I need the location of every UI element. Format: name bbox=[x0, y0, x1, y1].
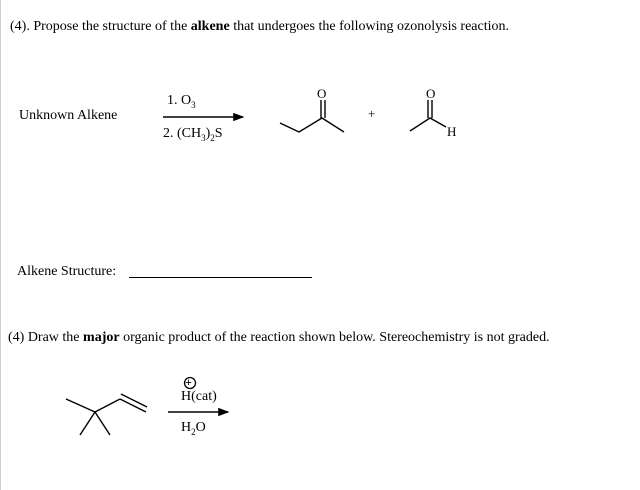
reagent-step-2-subscript-2: 2 bbox=[210, 132, 215, 143]
question-1-bold-term: alkene bbox=[190, 19, 230, 34]
reactant-label: Unknown Alkene bbox=[19, 108, 118, 123]
question-2-text-before: (4) Draw the bbox=[8, 330, 80, 345]
reagent-step-1-subscript: 3 bbox=[191, 99, 196, 110]
product-2-oxygen-label: O bbox=[426, 86, 436, 101]
question-1-number: (4). bbox=[10, 19, 30, 34]
plus-sign: + bbox=[368, 106, 376, 121]
reagent-step-2-prefix: 2. (CH bbox=[163, 126, 202, 141]
catalyst-charge-circle bbox=[185, 378, 196, 389]
reagent-step-2-subscript-1: 3 bbox=[201, 132, 206, 143]
catalyst-h: H bbox=[181, 389, 192, 404]
question-1-text-before: Propose the structure of the bbox=[33, 19, 188, 34]
reactant-2-skeletal-structure bbox=[66, 394, 147, 435]
question-2-bold-term: major bbox=[83, 330, 120, 345]
water-subscript: 2 bbox=[191, 426, 196, 437]
reagent-step-2-suffix: S bbox=[214, 126, 223, 141]
product-2-hydrogen-label: H bbox=[447, 124, 457, 139]
product-1-oxygen-label: O bbox=[317, 86, 327, 101]
reagent-step-1-text: 1. O bbox=[167, 93, 192, 108]
answer-label: Alkene Structure: bbox=[17, 264, 117, 279]
product-1-skeletal-structure bbox=[280, 100, 344, 132]
catalyst-cat: (cat) bbox=[191, 389, 217, 404]
question-1-text-after: that undergoes the following ozonolysis reaction. bbox=[233, 19, 509, 34]
product-2-skeletal-structure bbox=[410, 100, 446, 131]
question-2-text-after: organic product of the reaction shown below. Stereochemistry is not graded. bbox=[123, 330, 550, 345]
water-o: O bbox=[195, 420, 206, 435]
catalyst-charge-symbol: + bbox=[185, 375, 192, 389]
water-h: H bbox=[181, 420, 192, 435]
reagent-step-2-paren: ) bbox=[205, 126, 211, 141]
